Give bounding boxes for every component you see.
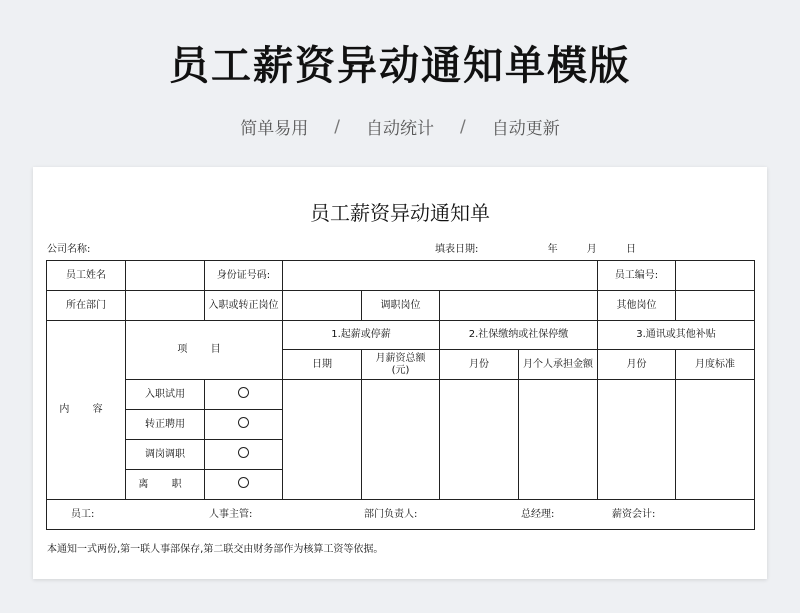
subheader-month-1: 月份 [440,350,519,380]
salary-total-cell[interactable] [362,380,440,500]
sign-dept-head: 部门负责人: [364,509,418,520]
subheader-date: 日期 [283,350,362,380]
entry-position-label: 入职或转正岗位 [205,291,283,321]
tag-easy: 简单易用 [240,119,309,139]
item-regular-check[interactable] [205,410,283,440]
sign-employee: 员工: [71,509,95,520]
fill-date-label: 填表日期: [435,244,479,255]
subheader-month-2: 月份 [598,350,676,380]
banner-title: 员工薪资异动通知单模版 [169,43,631,89]
other-position-field[interactable] [676,291,755,321]
notice-table [46,260,755,530]
monthly-total-unit: (元) [391,364,410,376]
form-sheet [33,167,767,579]
radio-circle-icon[interactable] [238,447,249,458]
sign-payroll-accountant: 薪资会计: [612,509,656,520]
tag-auto-update: 自动更新 [491,119,560,139]
section-social-insurance: 2.社保缴纳或社保停缴 [440,321,598,350]
subheader-personal-amount: 月个人承担金额 [519,350,598,380]
item-resign-check[interactable] [205,470,283,500]
item-probation-check[interactable] [205,380,283,410]
company-name-label: 公司名称: [47,244,91,255]
section-allowance: 3.通讯或其他补贴 [598,321,755,350]
banner-tags [0,114,800,139]
subheader-monthly-total [362,350,440,380]
id-number-label: 身份证号码: [205,261,283,291]
sign-general-manager: 总经理: [521,509,555,520]
radio-circle-icon[interactable] [238,417,249,428]
department-field[interactable] [126,291,205,321]
section-salary-start-stop: 1.起薪或停薪 [283,321,440,350]
tag-separator: / [334,116,340,137]
employee-name-field[interactable] [126,261,205,291]
footnote: 本通知一式两份,第一联人事部保存,第二联交由财务部作为核算工资等依据。 [47,544,384,555]
fill-date [435,240,662,255]
date-year: 年 [547,244,558,255]
signature-row [47,500,755,530]
item-resign-label: 离 职 [126,470,205,500]
tag-auto-stats: 自动统计 [366,119,434,139]
date-day: 日 [625,244,636,255]
employee-name-label: 员工姓名 [47,261,126,291]
insurance-month-cell[interactable] [440,380,519,500]
entry-position-field[interactable] [283,291,362,321]
content-label: 内 容 [47,321,126,500]
tag-separator: / [460,116,466,137]
allowance-standard-cell[interactable] [676,380,755,500]
id-number-field[interactable] [283,261,598,291]
item-label: 项 目 [126,321,283,380]
employee-number-field[interactable] [676,261,755,291]
employee-number-label: 员工编号: [598,261,676,291]
department-label: 所在部门 [47,291,126,321]
insurance-personal-cell[interactable] [519,380,598,500]
radio-circle-icon[interactable] [238,477,249,488]
item-regular-label: 转正聘用 [126,410,205,440]
date-month: 月 [586,244,597,255]
other-position-label: 其他岗位 [598,291,676,321]
item-probation-label: 入职试用 [126,380,205,410]
sign-hr-manager: 人事主管: [209,509,253,520]
salary-date-cell[interactable] [283,380,362,500]
allowance-month-cell[interactable] [598,380,676,500]
document-title: 员工薪资异动通知单 [310,201,490,225]
transfer-position-label: 调职岗位 [362,291,440,321]
subheader-monthly-standard: 月度标准 [676,350,755,380]
monthly-total-text: 月薪资总额 [375,352,426,364]
radio-circle-icon[interactable] [238,387,249,398]
item-transfer-check[interactable] [205,440,283,470]
transfer-position-field[interactable] [440,291,598,321]
item-transfer-label: 调岗调职 [126,440,205,470]
